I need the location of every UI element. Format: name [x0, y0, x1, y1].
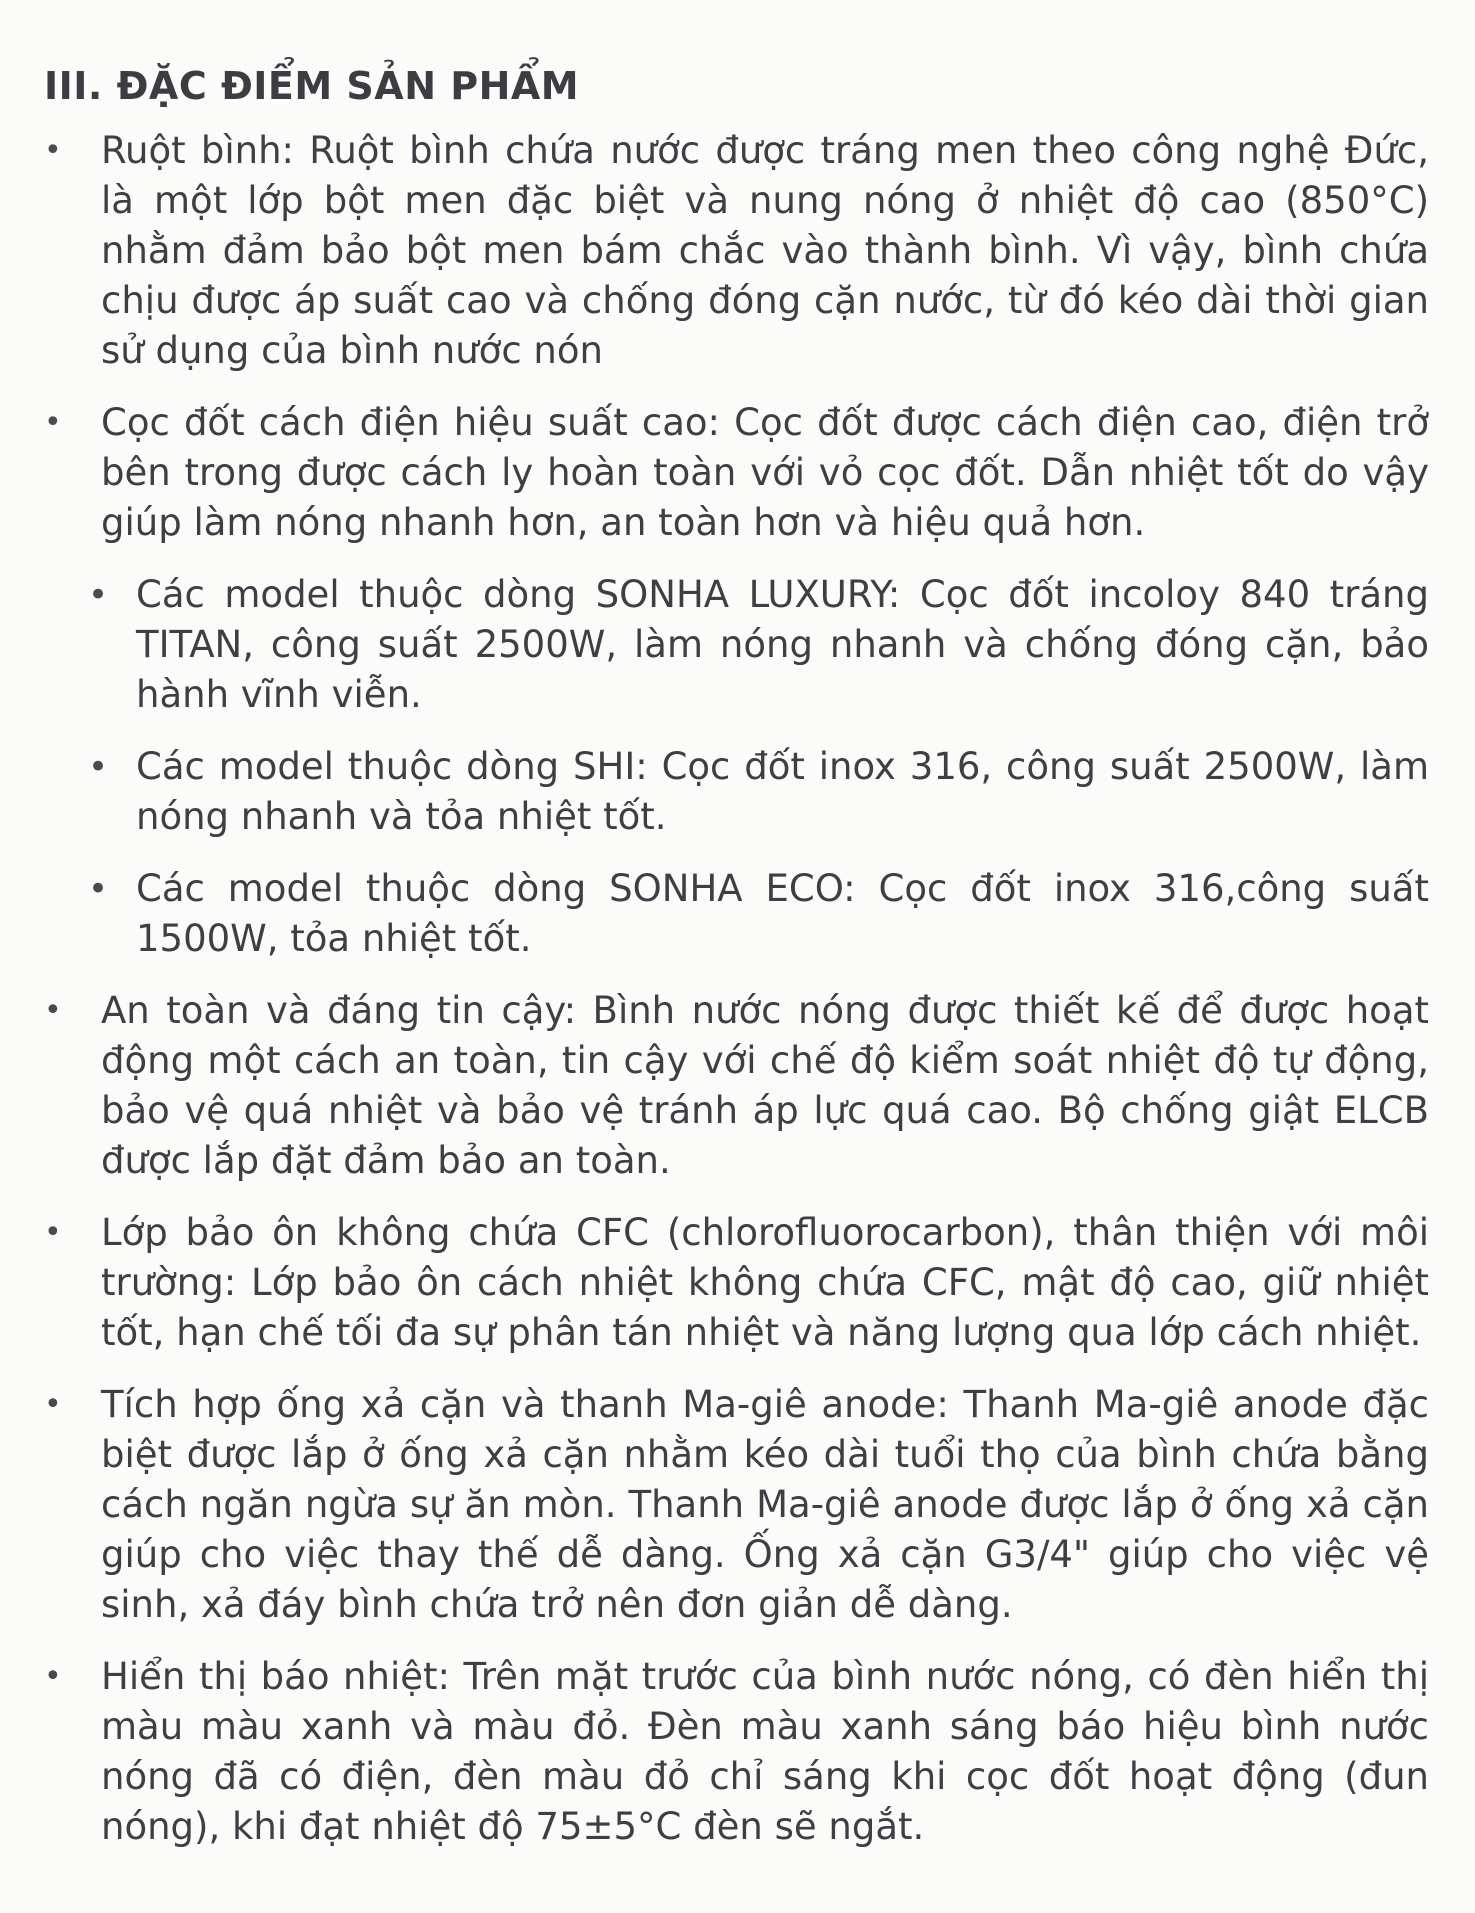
feature-text: Cọc đốt cách điện hiệu suất cao: Cọc đốt được cách điện cao, điện trở bên trong được cách ly hoàn toàn với vỏ cọc đốt. Dẫn nhiệt tốt do vậy giúp làm nóng nhanh hơn, an toàn hơn và hiệu quả hơn. [101, 401, 1429, 544]
feature-text: Hiển thị báo nhiệt: Trên mặt trước của bình nước nóng, có đèn hiển thị màu màu xanh và màu đỏ. Đèn màu xanh sáng báo hiệu bình nước nóng đã có điện, đèn màu đỏ chỉ sáng khi cọc đốt hoạt động (đun nóng), khi đạt nhiệt độ 75±5°C đèn sẽ ngắt. [101, 1655, 1429, 1848]
model-line-shi [44, 742, 1429, 842]
feature-indicator-lights [44, 1652, 1429, 1852]
feature-text: Ruột bình: Ruột bình chứa nước được tráng men theo công nghệ Đức, là một lớp bột men đặc biệt và nung nóng ở nhiệt độ cao (850°C) nhằm đảm bảo bột men bám chắc vào thành bình. Vì vậy, bình chứa chịu được áp suất cao và chống đóng cặn nước, từ đó kéo dài thời gian sử dụng của bình nước nón [101, 129, 1429, 372]
bullet-icon: • [88, 575, 109, 615]
bullet-icon: • [44, 405, 62, 440]
model-line-text: Các model thuộc dòng SONHA ECO: Cọc đốt inox 316,công suất 1500W, tỏa nhiệt tốt. [136, 867, 1429, 960]
feature-safety [44, 986, 1429, 1186]
bullet-icon: • [88, 747, 109, 787]
feature-text: Tích hợp ống xả cặn và thanh Ma-giê anode: Thanh Ma-giê anode đặc biệt được lắp ở ống xả cặn nhằm kéo dài tuổi thọ của bình chứa bằng cách ngăn ngừa sự ăn mòn. Thanh Ma-giê anode được lắp ở ống xả cặn giúp cho việc thay thế dễ dàng. Ống xả cặn G3/4" giúp cho việc vệ sinh, xả đáy bình chứa trở nên đơn giản dễ dàng. [101, 1383, 1429, 1626]
bullet-icon: • [44, 1659, 62, 1694]
bullet-icon: • [88, 869, 109, 909]
section-title: III. ĐẶC ĐIỂM SẢN PHẨM [44, 64, 580, 108]
feature-text: Lớp bảo ôn không chứa CFC (chlorofluorocarbon), thân thiện với môi trường: Lớp bảo ôn cách nhiệt không chứa CFC, mật độ cao, giữ nhiệt tốt, hạn chế tối đa sự phân tán nhiệt và năng lượng qua lớp cách nhiệt. [101, 1211, 1429, 1354]
model-line-sonha-eco [44, 864, 1429, 964]
model-line-text: Các model thuộc dòng SONHA LUXURY: Cọc đốt incoloy 840 tráng TITAN, công suất 2500W, làm nóng nhanh và chống đóng cặn, bảo hành vĩnh viễn. [136, 573, 1429, 716]
feature-inner-tank [44, 126, 1429, 376]
model-line-sonha-luxury [44, 570, 1429, 720]
feature-text: An toàn và đáng tin cậy: Bình nước nóng được thiết kế để được hoạt động một cách an toàn, tin cậy với chế độ kiểm soát nhiệt độ tự động, bảo vệ quá nhiệt và bảo vệ tránh áp lực quá cao. Bộ chống giật ELCB được lắp đặt đảm bảo an toàn. [101, 989, 1429, 1182]
bullet-icon: • [44, 1387, 62, 1422]
model-line-text: Các model thuộc dòng SHI: Cọc đốt inox 316, công suất 2500W, làm nóng nhanh và tỏa nhiệt tốt. [136, 745, 1429, 838]
feature-heating-element [44, 398, 1429, 548]
bullet-icon: • [44, 1215, 62, 1250]
feature-list [44, 126, 1429, 1852]
feature-insulation [44, 1208, 1429, 1358]
bullet-icon: • [44, 133, 62, 168]
feature-drain-anode [44, 1380, 1429, 1630]
bullet-icon: • [44, 993, 62, 1028]
